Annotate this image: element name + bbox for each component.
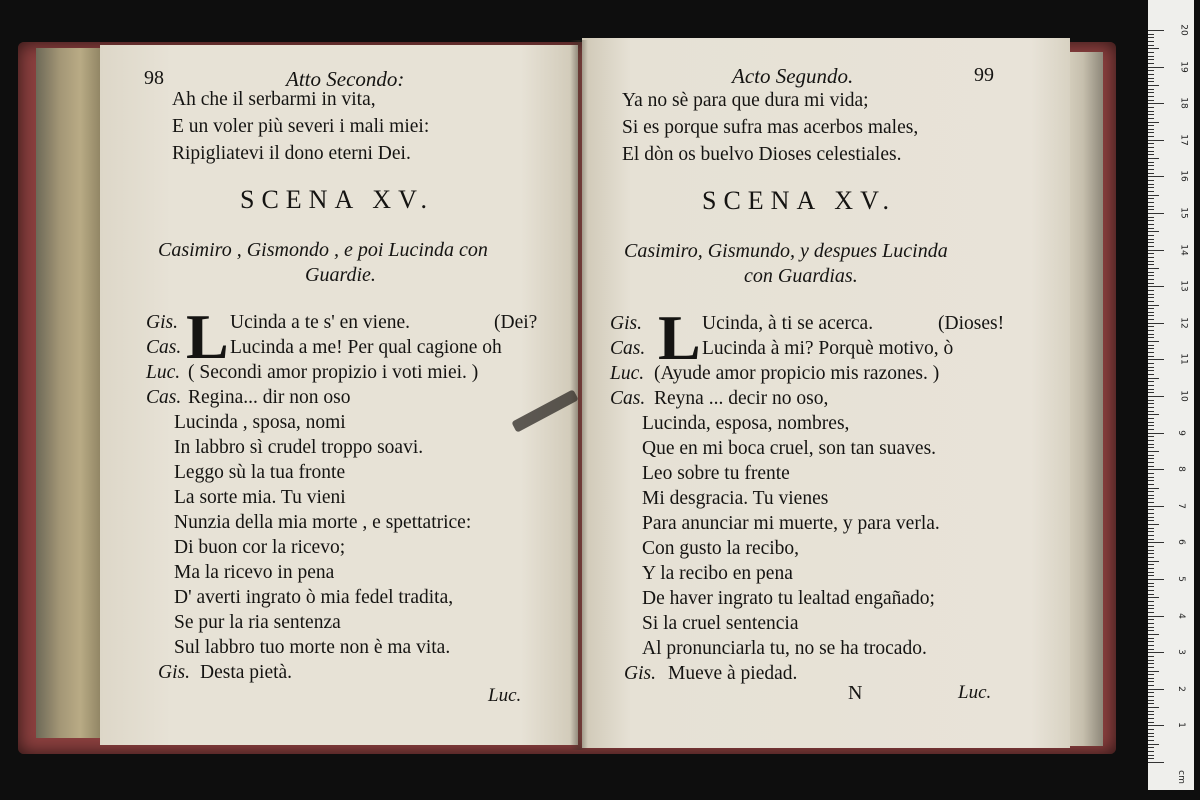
ruler-tick [1148,389,1154,390]
left-opening-line: E un voler più severi i mali miei: [172,116,430,137]
signature-mark: N [848,682,863,704]
ruler-tick [1148,323,1164,324]
verse-line: Lucinda, esposa, nombres, [642,413,850,434]
ruler-tick [1148,257,1154,258]
ruler-number: 14 [1178,243,1189,256]
speaker-label: Gis. [158,662,190,683]
ruler-tick [1148,455,1154,456]
speaker-label: Cas. [146,387,182,408]
ruler-tick [1148,433,1164,434]
ruler-tick [1148,67,1164,68]
right-opening-line: Ya no sè para que dura mi vida; [622,90,869,111]
ruler-tick [1148,667,1154,668]
ruler-tick [1148,132,1154,133]
ruler-tick [1148,30,1164,31]
ruler-tick [1148,553,1154,554]
verse-line: Si la cruel sentencia [642,613,799,634]
ruler-tick [1148,418,1154,419]
ruler-tick [1148,616,1164,617]
speaker-label: Cas. [610,388,646,409]
ruler-tick [1148,711,1154,712]
left-page-number: 98 [144,67,164,89]
ruler-tick [1148,261,1154,262]
ruler-tick [1148,634,1159,635]
ruler-number: 8 [1175,466,1186,473]
dialogue-line: Desta pietà. [200,662,293,683]
ruler-tick [1148,89,1154,90]
ruler-tick [1148,506,1164,507]
ruler-number: 20 [1178,24,1189,36]
ruler-tick [1148,586,1154,587]
left-opening-line: Ripigliatevi il dono eterni Dei. [172,143,411,164]
ruler-tick [1148,440,1154,441]
ruler-tick [1148,290,1154,291]
ruler-tick [1148,59,1154,60]
ruler-tick [1148,509,1154,510]
verse-line: Sul labbro tuo morte non è ma vita. [174,637,451,658]
ruler-tick [1148,414,1159,415]
ruler-tick [1148,477,1154,478]
ruler-tick [1148,674,1154,675]
ruler-tick [1148,689,1164,690]
ruler-tick [1148,707,1159,708]
ruler-tick [1148,45,1154,46]
measuring-ruler [1148,0,1194,790]
ruler-tick [1148,725,1164,726]
ruler-tick [1148,78,1154,79]
ruler-tick [1148,125,1154,126]
ruler-tick [1148,367,1154,368]
ruler-tick [1148,575,1154,576]
dialogue-line: Ucinda a te s' en viene. [230,312,411,333]
ruler-tick [1148,180,1154,181]
verse-line: Ma la ricevo in pena [174,562,335,583]
ruler-tick [1148,692,1154,693]
ruler-tick [1148,583,1154,584]
ruler-tick [1148,213,1164,214]
right-dramatis-personae: Casimiro, Gismundo, y despues Lucinda [624,240,948,262]
verse-line: Y la recibo en pena [642,563,793,584]
ruler-tick [1148,264,1154,265]
book-gutter [570,40,588,750]
ruler-tick [1148,557,1154,558]
ruler-tick [1148,546,1154,547]
ruler-tick [1148,111,1154,112]
ruler-tick [1148,220,1154,221]
ruler-tick [1148,652,1164,653]
ruler-tick [1148,330,1154,331]
ruler-tick [1148,396,1164,397]
ruler-number: 1 [1175,722,1186,729]
ruler-number: 2 [1175,685,1186,692]
ruler-number: 5 [1175,576,1186,582]
ruler-tick [1148,660,1154,661]
ruler-tick [1148,363,1154,364]
ruler-tick [1148,671,1159,672]
ruler-tick [1148,312,1154,313]
ruler-tick [1148,187,1154,188]
ruler-tick [1148,425,1154,426]
ruler-tick [1148,56,1154,57]
ruler-tick [1148,649,1154,650]
ruler-tick [1148,696,1154,697]
right-running-head: Acto Segundo. [732,64,854,88]
ruler-tick [1148,242,1154,243]
ruler-tick [1148,217,1154,218]
ruler-tick [1148,517,1154,518]
ruler-tick [1148,341,1159,342]
ruler-tick [1148,63,1154,64]
ruler-tick [1148,528,1154,529]
left-drop-cap: L [186,301,229,372]
ruler-tick [1148,143,1154,144]
ruler-tick [1148,202,1154,203]
ruler-tick [1148,297,1154,298]
verse-line: De haver ingrato tu lealtad engañado; [642,588,935,609]
ruler-tick [1148,100,1154,101]
ruler-number: 11 [1178,353,1189,366]
ruler-tick [1148,524,1159,525]
ruler-tick [1148,81,1154,82]
ruler-tick [1148,359,1164,360]
dialogue-line: Lucinda à mi? Porquè motivo, ò [702,338,954,359]
ruler-tick [1148,491,1154,492]
ruler-tick [1148,231,1159,232]
ruler-tick [1148,385,1154,386]
ruler-tick [1148,305,1159,306]
ruler-tick [1148,535,1154,536]
ruler-tick [1148,469,1164,470]
ruler-tick [1148,436,1154,437]
page-edges-left [36,48,104,738]
ruler-number: 10 [1178,390,1189,402]
ruler-tick [1148,85,1159,86]
ruler-tick [1148,151,1154,152]
ruler-tick [1148,531,1154,532]
verse-line: Con gusto la recibo, [642,538,800,559]
verse-line: D' averti ingrato ò mia fedel tradita, [174,587,454,608]
ruler-tick [1148,594,1154,595]
ruler-tick [1148,762,1164,763]
ruler-tick [1148,422,1154,423]
dialogue-aside: (Dioses! [938,313,1005,334]
ruler-tick [1148,34,1154,35]
ruler-tick [1148,612,1154,613]
verse-line: Que en mi boca cruel, son tan suaves. [642,438,937,459]
ruler-tick [1148,301,1154,302]
ruler-tick [1148,403,1154,404]
ruler-tick [1148,601,1154,602]
speaker-label: Gis. [624,663,656,684]
ruler-tick [1148,458,1154,459]
ruler-tick [1148,52,1154,53]
ruler-tick [1148,246,1154,247]
ruler-tick [1148,283,1154,284]
ruler-tick [1148,37,1154,38]
ruler-tick [1148,568,1154,569]
left-dramatis-personae-cont: Guardie. [305,264,376,286]
right-opening-line: El dòn os buelvo Dioses celestiales. [622,144,902,165]
verse-line: In labbro sì crudel troppo soavi. [174,437,424,458]
ruler-tick [1148,136,1154,137]
ruler-tick [1148,198,1154,199]
right-scene-title: SCENA XV. [702,186,897,215]
ruler-tick [1148,473,1154,474]
right-page-number: 99 [974,64,994,86]
verse-line: Nunzia della mia morte , e spettatrice: [174,512,472,533]
ruler-tick [1148,572,1154,573]
catchword: Luc. [488,685,522,706]
ruler-tick [1148,235,1154,236]
ruler-tick [1148,118,1154,119]
speaker-label: Luc. [146,362,181,383]
ruler-tick [1148,356,1154,357]
ruler-tick [1148,92,1154,93]
ruler-number: 4 [1175,612,1186,619]
ruler-tick [1148,392,1154,393]
ruler-tick [1148,678,1154,679]
ruler-tick [1148,103,1164,104]
ruler-tick [1148,286,1164,287]
ruler-tick [1148,484,1154,485]
verse-line: La sorte mia. Tu vieni [174,487,346,508]
dialogue-line: (Ayude amor propicio mis razones. ) [654,363,940,384]
verse-line: Al pronunciarla tu, no se ha trocado. [642,638,927,659]
ruler-tick [1148,480,1154,481]
ruler-tick [1148,451,1159,452]
ruler-tick [1148,209,1154,210]
ruler-tick [1148,714,1154,715]
ruler-tick [1148,195,1159,196]
ruler-number: 18 [1178,97,1189,109]
ruler-tick [1148,542,1164,543]
ruler-number: 6 [1175,539,1186,546]
ruler-tick [1148,550,1154,551]
ruler-tick [1148,334,1154,335]
ruler-tick [1148,268,1159,269]
ruler-tick [1148,641,1154,642]
ruler-number: 9 [1175,429,1186,436]
ruler-tick [1148,41,1154,42]
ruler-tick [1148,140,1164,141]
left-scene-title: SCENA XV. [240,185,435,214]
ruler-tick [1148,751,1154,752]
ruler-tick [1148,337,1154,338]
ruler-tick [1148,466,1154,467]
dialogue-aside: (Dei? [494,312,538,333]
right-opening-line: Si es porque sufra mas acerbos males, [622,117,919,138]
ruler-tick [1148,729,1154,730]
verse-line: Lucinda , sposa, nomi [174,412,346,433]
ruler-tick [1148,411,1154,412]
ruler-tick [1148,513,1154,514]
catchword: Luc. [958,682,992,703]
speaker-label: Cas. [610,338,646,359]
verse-line: Leo sobre tu frente [642,463,790,484]
ruler-tick [1148,129,1154,130]
ruler-tick [1148,70,1154,71]
ruler-tick [1148,279,1154,280]
ruler-tick [1148,703,1154,704]
ruler-tick [1148,173,1154,174]
ruler-number: 3 [1175,649,1186,656]
right-drop-cap: L [658,302,701,373]
speaker-label: Luc. [610,363,645,384]
ruler-tick [1148,184,1154,185]
ruler-tick [1148,722,1154,723]
ruler-tick [1148,758,1154,759]
verse-line: Mi desgracia. Tu vienes [642,488,829,509]
ruler-tick [1148,495,1154,496]
ruler-tick [1148,590,1154,591]
left-running-head: Atto Secondo: [286,67,405,91]
ruler-tick [1148,228,1154,229]
ruler-number: 7 [1175,502,1186,509]
ruler-tick [1148,597,1159,598]
ruler-tick [1148,74,1154,75]
ruler-tick [1148,488,1159,489]
speaker-label: Gis. [610,313,642,334]
ruler-tick [1148,718,1154,719]
ruler-tick [1148,345,1154,346]
ruler-tick [1148,638,1154,639]
ruler-tick [1148,462,1154,463]
ruler-number: 12 [1178,317,1189,329]
ruler-tick [1148,627,1154,628]
ruler-tick [1148,685,1154,686]
ruler-tick [1148,579,1164,580]
ruler-tick [1148,630,1154,631]
ruler-tick [1148,656,1154,657]
ruler-tick [1148,165,1154,166]
ruler-tick [1148,429,1154,430]
ruler-tick [1148,206,1154,207]
ruler-tick [1148,319,1154,320]
verse-line: Leggo sù la tua fronte [174,462,346,483]
ruler-tick [1148,700,1154,701]
ruler-tick [1148,378,1159,379]
ruler-number: 13 [1178,280,1189,292]
ruler-tick [1148,502,1154,503]
ruler-tick [1148,520,1154,521]
ruler-tick [1148,619,1154,620]
ruler-tick [1148,564,1154,565]
verse-line: Se pur la ria sentenza [174,612,341,633]
ruler-tick [1148,444,1154,445]
ruler-tick [1148,352,1154,353]
ruler-tick [1148,447,1154,448]
ruler-tick [1148,253,1154,254]
ruler-tick [1148,224,1154,225]
ruler-tick [1148,326,1154,327]
ruler-tick [1148,348,1154,349]
ruler-unit-label: cm [1175,770,1186,784]
verse-line: Di buon cor la ricevo; [174,537,346,558]
dialogue-line: Ucinda, à ti se acerca. [702,313,874,334]
ruler-number: 16 [1178,170,1189,183]
dialogue-line: Reyna ... decir no oso, [654,388,829,409]
ruler-tick [1148,755,1154,756]
ruler-tick [1148,122,1159,123]
ruler-tick [1148,623,1154,624]
ruler-tick [1148,370,1154,371]
ruler-tick [1148,744,1159,745]
ruler-tick [1148,250,1164,251]
speaker-label: Cas. [146,337,182,358]
ruler-tick [1148,239,1154,240]
dialogue-line: Mueve à piedad. [668,663,798,684]
ruler-tick [1148,498,1154,499]
ruler-tick [1148,308,1154,309]
ruler-tick [1148,407,1154,408]
ruler-tick [1148,747,1154,748]
ruler-tick [1148,158,1159,159]
ruler-tick [1148,561,1159,562]
ruler-tick [1148,96,1154,97]
ruler-tick [1148,605,1154,606]
ruler-tick [1148,48,1159,49]
ruler-tick [1148,294,1154,295]
left-opening-line: Ah che il serbarmi in vita, [172,89,376,110]
ruler-tick [1148,191,1154,192]
ruler-number: 15 [1178,207,1189,219]
ruler-tick [1148,162,1154,163]
ruler-tick [1148,374,1154,375]
ruler-number: 19 [1178,60,1189,73]
right-dramatis-personae-cont: con Guardias. [744,265,858,287]
ruler-number: 17 [1178,134,1189,146]
dialogue-line: Regina... dir non oso [188,387,351,408]
dialogue-line: Lucinda a me! Per qual cagione oh [230,337,502,358]
left-dramatis-personae: Casimiro , Gismondo , e poi Lucinda con [158,239,488,261]
dialogue-line: ( Secondi amor propizio i voti miei. ) [188,362,479,383]
ruler-tick [1148,169,1154,170]
ruler-tick [1148,275,1154,276]
left-page [100,45,578,745]
ruler-tick [1148,645,1154,646]
right-page [582,38,1070,748]
ruler-tick [1148,740,1154,741]
ruler-tick [1148,400,1154,401]
ruler-tick [1148,315,1154,316]
ruler-tick [1148,114,1154,115]
ruler-tick [1148,154,1154,155]
ruler-tick [1148,736,1154,737]
ruler-tick [1148,681,1154,682]
ruler-tick [1148,176,1164,177]
verse-line: Para anunciar mi muerte, y para verla. [642,513,940,534]
ruler-tick [1148,663,1154,664]
ruler-tick [1148,381,1154,382]
ruler-tick [1148,107,1154,108]
ruler-tick [1148,147,1154,148]
ruler-tick [1148,608,1154,609]
ruler-tick [1148,539,1154,540]
ruler-tick [1148,272,1154,273]
ruler-tick [1148,733,1154,734]
speaker-label: Gis. [146,312,178,333]
